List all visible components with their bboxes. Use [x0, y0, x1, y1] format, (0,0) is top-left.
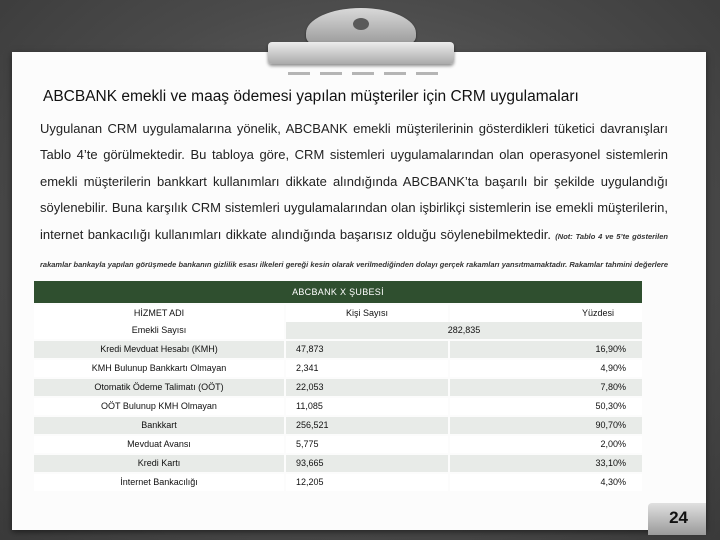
row-name: KMH Bulunup Bankkartı Olmayan	[34, 360, 284, 377]
row-percent: 2,00%	[450, 436, 642, 453]
table-row	[34, 398, 642, 415]
row-name: Bankkart	[34, 417, 284, 434]
row-name: Mevduat Avansı	[34, 436, 284, 453]
total-label: Emekli Sayısı	[34, 322, 284, 339]
row-percent: 50,30%	[450, 398, 642, 415]
row-count: 12,205	[286, 474, 448, 491]
slide-title: ABCBANK emekli ve maaş ödemesi yapılan müşteriler için CRM uygulamaları	[43, 88, 579, 105]
table-total-row	[34, 322, 642, 339]
header-percent: Yüzdesi	[450, 305, 642, 322]
total-value: 282,835	[286, 322, 642, 339]
row-name: OÖT Bulunup KMH Olmayan	[34, 398, 284, 415]
row-percent: 4,30%	[450, 474, 642, 491]
row-count: 11,085	[286, 398, 448, 415]
row-percent: 33,10%	[450, 455, 642, 472]
row-count: 22,053	[286, 379, 448, 396]
table-row	[34, 417, 642, 434]
table-row	[34, 474, 642, 491]
row-percent: 90,70%	[450, 417, 642, 434]
row-count: 47,873	[286, 341, 448, 358]
table-row	[34, 341, 642, 358]
header-service-name: HİZMET ADI	[34, 305, 284, 322]
row-name: Otomatik Ödeme Talimatı (OÖT)	[34, 379, 284, 396]
table-caption: ABCBANK X ŞUBESİ	[34, 281, 642, 303]
body-paragraph	[40, 116, 668, 307]
note-text: (Not: Tablo 4 ve 5’te gösterilen rakamlar bankayla yapılan görüşmede bankanın gizlilik esası ilkeleri gereği kesin olarak verilmediğinden dolayı gerçek rakamları yansıtmamaktadır. Rakamlar tahmini değerlere	[40, 231, 668, 270]
paragraph-text: Uygulanan CRM uygulamalarına yönelik, ABCBANK emekli müşterilerinin gösterdikleri tüketici davranışları Tablo 4’te görülmektedir. Bu tabloya göre, CRM sistemleri uygulamalarından olan operasyonel sistemlerin emekli müşterilerin bankkart kullanımları dikkate alındığında ABCBANK’ta başarılı bir şekilde uygulandığı söylenebilir. Buna karşılık CRM sistemleri uygulamalarından olan işbirlikçi sistemlerin ise emekli müşterilerin, internet bankacılığı kullanımları dikkate alındığında başarısız olduğu söylenebilmektedir.	[40, 121, 668, 242]
row-name: Kredi Kartı	[34, 455, 284, 472]
row-percent: 7,80%	[450, 379, 642, 396]
row-count: 256,521	[286, 417, 448, 434]
row-count: 93,665	[286, 455, 448, 472]
table-row	[34, 379, 642, 396]
table-row	[34, 455, 642, 472]
table-header-row	[34, 305, 642, 322]
page-number-badge	[648, 503, 706, 535]
binder-clip-icon	[268, 8, 454, 78]
row-name: İnternet Bankacılığı	[34, 474, 284, 491]
row-count: 5,775	[286, 436, 448, 453]
header-count: Kişi Sayısı	[286, 305, 448, 322]
data-table	[34, 281, 642, 491]
row-name: Kredi Mevduat Hesabı (KMH)	[34, 341, 284, 358]
table-row	[34, 436, 642, 453]
row-count: 2,341	[286, 360, 448, 377]
row-percent: 4,90%	[450, 360, 642, 377]
table-row	[34, 360, 642, 377]
row-percent: 16,90%	[450, 341, 642, 358]
page-number: 24	[669, 508, 688, 527]
